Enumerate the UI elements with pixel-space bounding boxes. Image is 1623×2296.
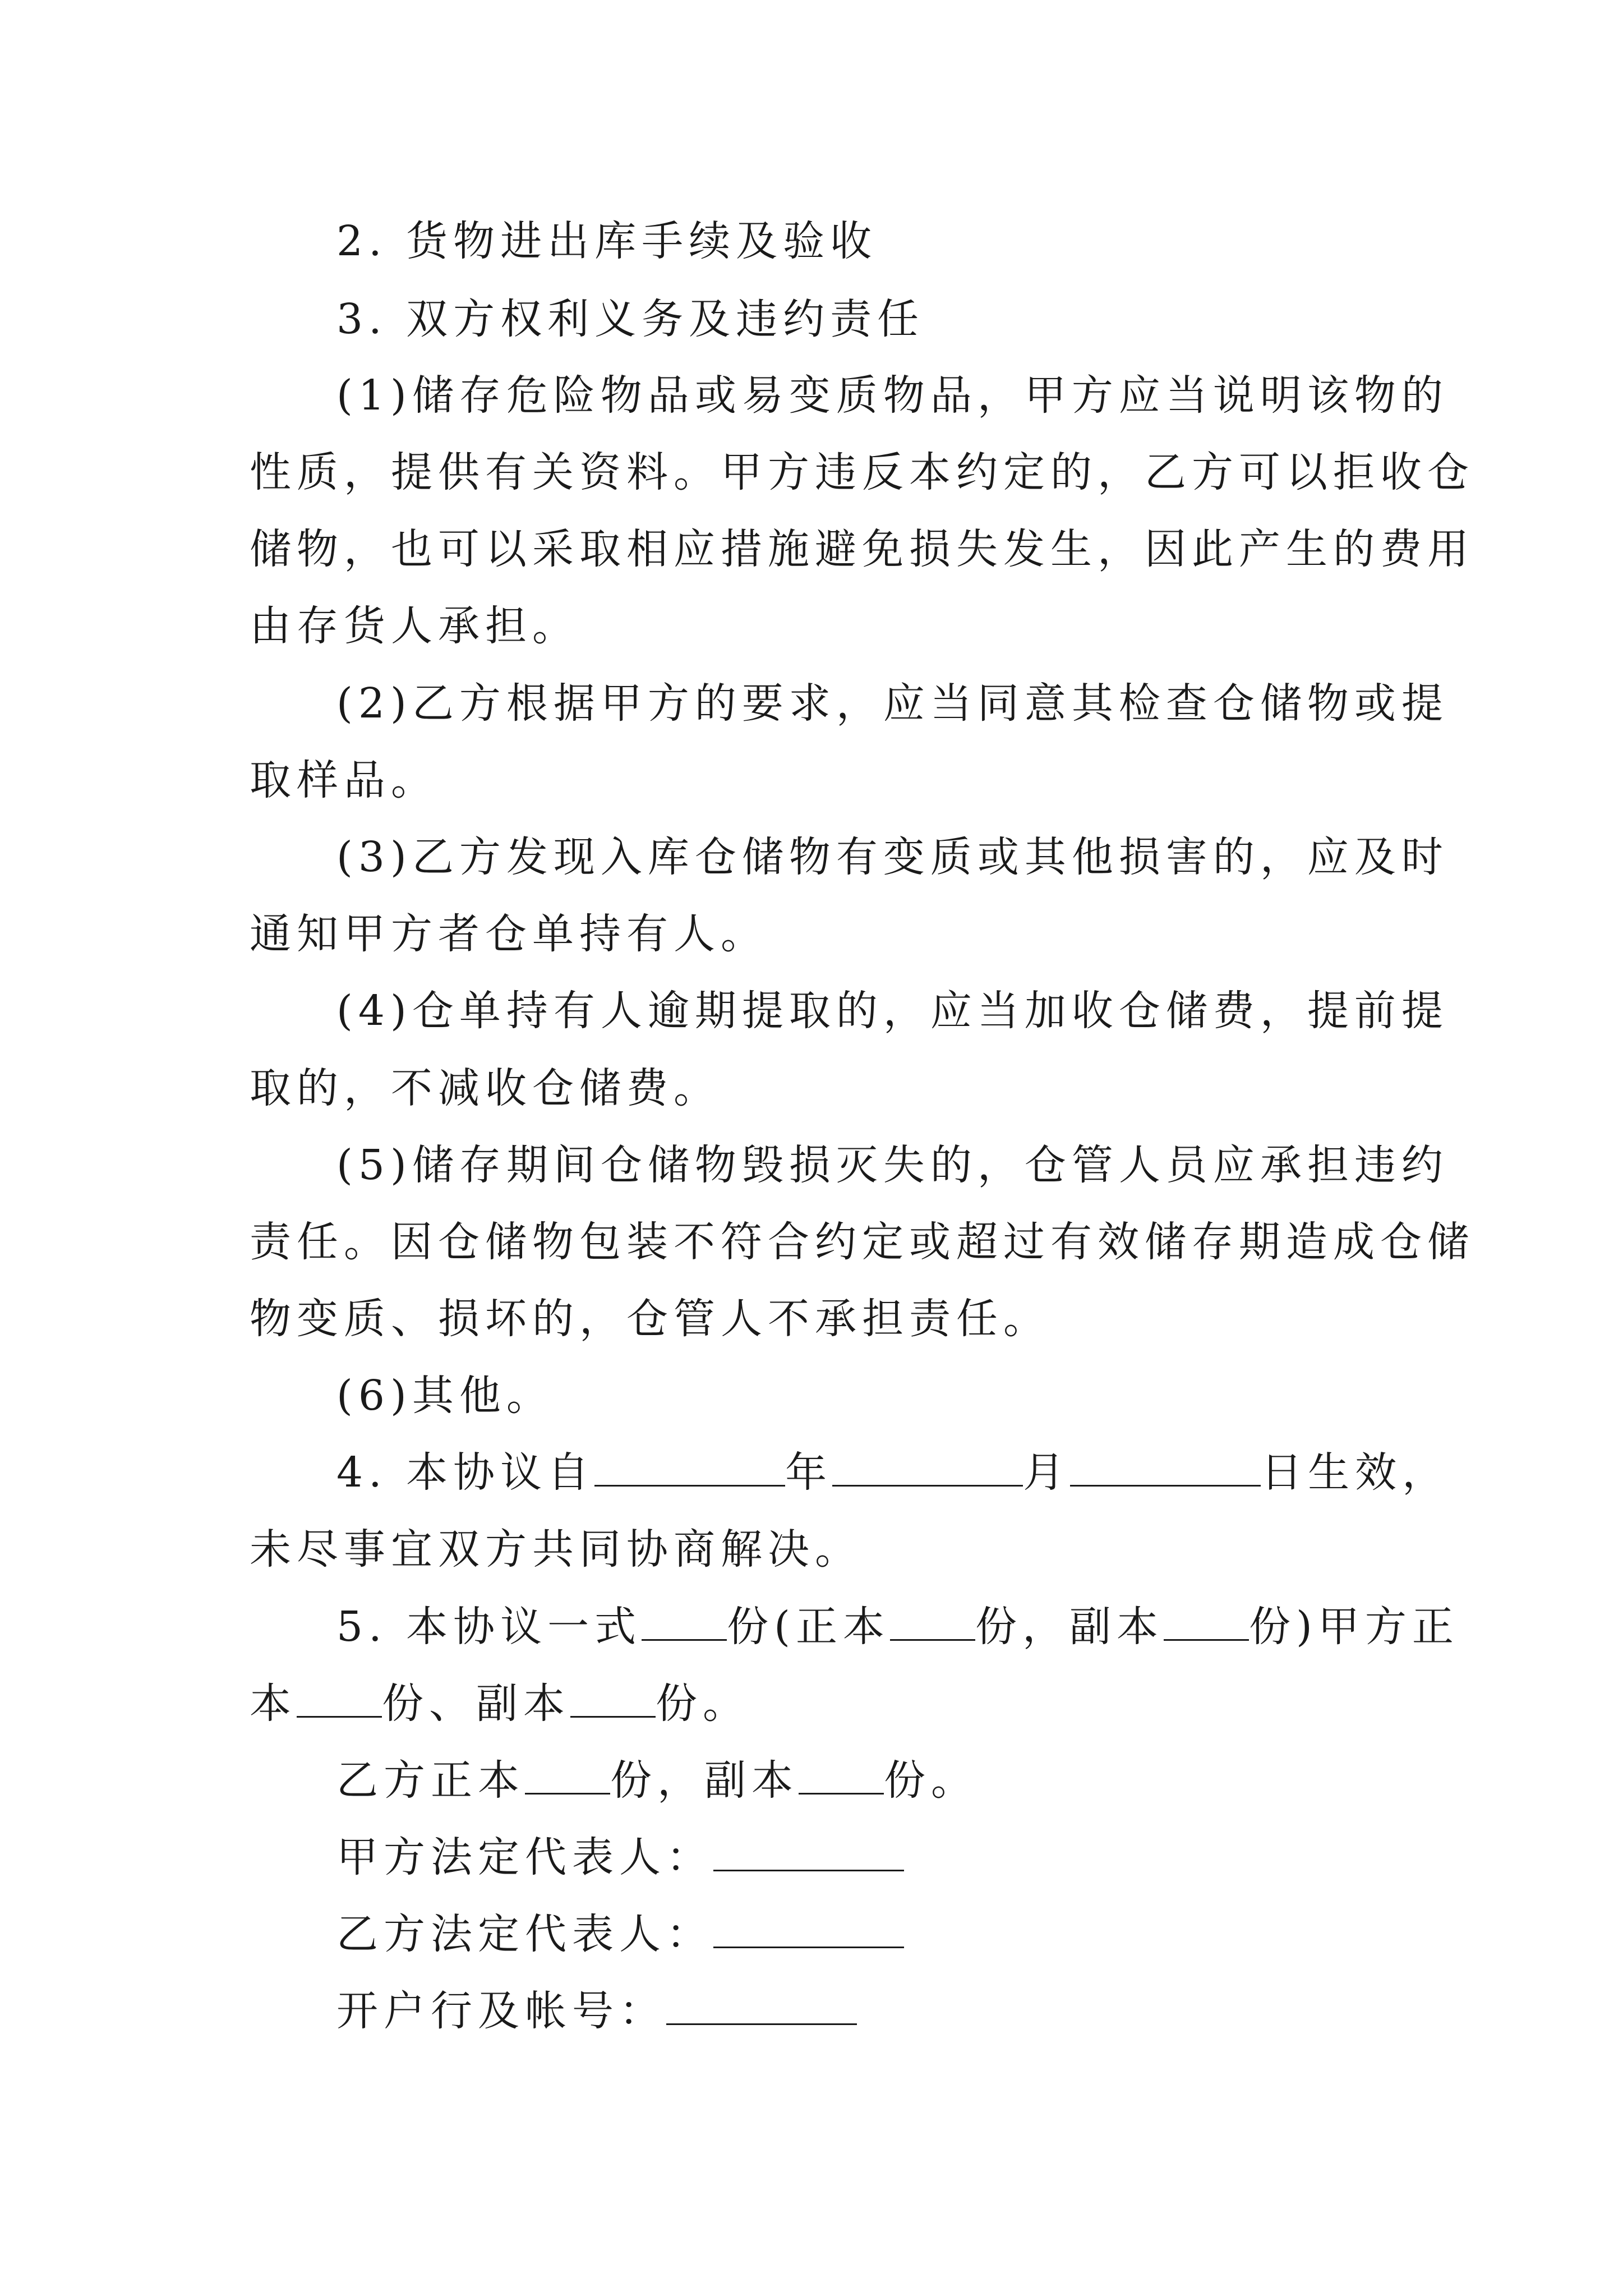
- clause-4-line1: [336, 1447, 1449, 1498]
- text-segment: 本: [250, 1680, 297, 1728]
- year-blank: [594, 1450, 785, 1487]
- bank-account-line: [336, 1986, 857, 2036]
- party-b-duplicate-blank: [799, 1758, 884, 1795]
- paragraph-line: 物变质、损坏的，仓管人不承担责任。: [250, 1295, 1050, 1343]
- paragraph-line: (2)乙方根据甲方的要求，应当同意其检查仓储物或提: [336, 679, 1449, 728]
- party-a-rep-line: [336, 1832, 904, 1883]
- paragraph-line: (4)仓单持有人逾期提取的，应当加收仓储费，提前提: [336, 987, 1449, 1035]
- clause-5-line3: [336, 1755, 978, 1806]
- month-label: 月: [1023, 1448, 1071, 1497]
- duplicate-label: 份，副本: [975, 1603, 1164, 1651]
- paragraph-line: (3)乙方发现入库仓储物有变质或其他损害的，应及时: [336, 833, 1449, 881]
- paragraph-line: 由存货人承担。: [250, 602, 579, 650]
- party-b-rep-label: 乙方法定代表人：: [336, 1910, 713, 1958]
- paragraph-line: 性质，提供有关资料。甲方违反本约定的，乙方可以拒收仓: [250, 448, 1474, 496]
- clause-5-prefix: 5. 本协议一式: [336, 1603, 642, 1651]
- paragraph-line: (5)储存期间仓储物毁损灭失的，仓管人员应承担违约: [336, 1141, 1449, 1189]
- day-blank: [1070, 1450, 1261, 1487]
- day-label: 日生效，: [1261, 1448, 1450, 1497]
- paragraph-line: 责任。因仓储物包装不符合约定或超过有效储存期造成仓储: [250, 1218, 1474, 1266]
- clause-5-line1: [336, 1602, 1459, 1652]
- section-heading: 3. 双方权利义务及违约责任: [336, 295, 925, 343]
- original-label: 份(正本: [727, 1603, 891, 1651]
- party-b-rep-line: [336, 1909, 904, 1959]
- paragraph-line: 通知甲方者仓单持有人。: [250, 910, 768, 958]
- duplicate-copies-blank: [1164, 1604, 1249, 1641]
- party-b-rep-blank: [713, 1912, 904, 1948]
- text-segment: 份，副本: [610, 1756, 799, 1805]
- original-copies-blank: [890, 1604, 975, 1641]
- party-a-original-label: 份)甲方正: [1249, 1603, 1459, 1651]
- text-segment: 份、副本: [382, 1680, 570, 1728]
- bank-account-blank: [666, 1989, 857, 2025]
- party-a-rep-blank: [713, 1835, 904, 1871]
- bank-account-label: 开户行及帐号：: [336, 1987, 666, 2035]
- clause-4-line2: 未尽事宜双方共同协商解决。: [250, 1525, 862, 1573]
- paragraph-line: 取样品。: [250, 756, 438, 804]
- text-segment: 乙方正本: [336, 1756, 525, 1805]
- text-segment: 份。: [656, 1680, 750, 1728]
- text-segment: 份。: [884, 1756, 978, 1805]
- party-a-rep-label: 甲方法定代表人：: [336, 1833, 713, 1881]
- paragraph-line: 储物，也可以采取相应措施避免损失发生，因此产生的费用: [250, 525, 1474, 573]
- paragraph-line: 取的，不减收仓储费。: [250, 1064, 721, 1112]
- party-a-duplicate-blank: [570, 1681, 656, 1718]
- clause-4-prefix: 4. 本协议自: [336, 1448, 595, 1497]
- party-a-original-blank: [297, 1681, 382, 1718]
- paragraph-line: (6)其他。: [336, 1372, 554, 1420]
- section-heading: 2. 货物进出库手续及验收: [336, 217, 878, 265]
- month-blank: [832, 1450, 1023, 1487]
- total-copies-blank: [642, 1604, 727, 1641]
- year-label: 年: [785, 1448, 833, 1497]
- paragraph-line: (1)储存危险物品或易变质物品，甲方应当说明该物的: [336, 371, 1449, 420]
- clause-5-line2: [250, 1678, 750, 1729]
- party-b-original-blank: [525, 1758, 610, 1795]
